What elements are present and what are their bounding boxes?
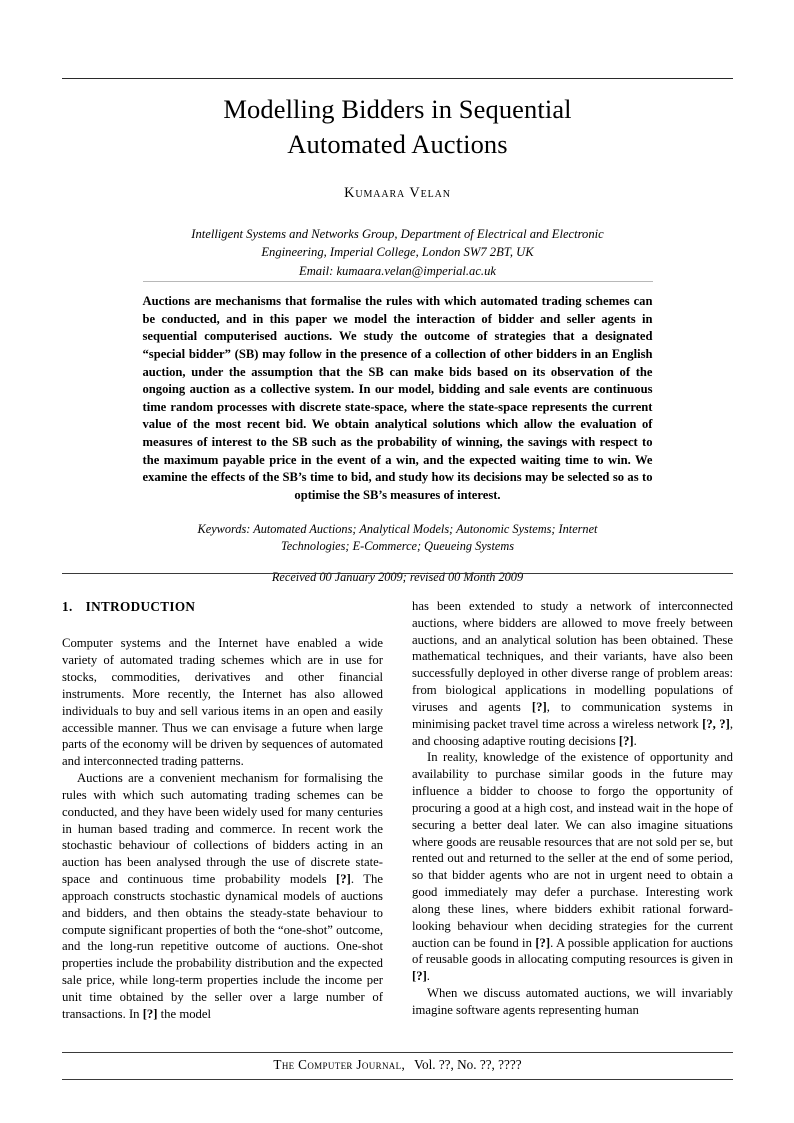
page-footer: [62, 1057, 733, 1073]
paragraph: When we discuss automated auctions, we will invariably imagine software agents representing human: [412, 986, 733, 1017]
received-date: Received 00 January 2009; revised 00 Month 2009: [271, 570, 524, 585]
journal-name: The Computer Journal,: [273, 1057, 406, 1072]
affiliation-line-1: Intelligent Systems and Networks Group, Department of Electrical and Electronic: [191, 226, 604, 241]
footer-bottom-rule: [62, 1079, 733, 1080]
citation-marker: [?]: [412, 969, 427, 984]
affiliation-block: [62, 225, 733, 280]
footer-top-rule: [62, 1052, 733, 1053]
citation-marker: [?]: [535, 935, 551, 950]
citation-marker: [?]: [336, 872, 351, 887]
right-column: [412, 598, 733, 1040]
section-title: INTRODUCTION: [85, 599, 196, 614]
abstract-bottom-rule: [62, 573, 733, 574]
title-line-1: Modelling Bidders in Sequential: [223, 94, 572, 124]
author-email: Email: kumaara.velan@imperial.ac.uk: [299, 263, 496, 278]
header-rule: [62, 78, 733, 79]
paragraph: has been extended to study a network of interconnected auctions, where bidders are allowed to move freely between auctions, and an analytical solution has been obtained. These mathematical techniques, and their variants, have also been successfully deployed in other diverse range of problem areas: from biological applications in modelling populations of viruses and agents [?], to communication systems in minimising packet travel time across a wireless network [?, ?], and choosing adaptive routing decisions [?].: [412, 599, 733, 748]
paragraph: Computer systems and the Internet have enabled a wide variety of automated trading schemes which are in use for stocks, commodities, derivatives and other financial instruments. More recently, the Internet has also allowed individuals to buy and sell various items in an open and easily accessible manner. Thus we can envisage a future when large parts of the economy will be driven by sequences of automated and interconnected trading patterns.: [62, 636, 383, 769]
citation-marker: [?]: [618, 733, 634, 748]
paragraph: Auctions are a convenient mechanism for formalising the rules with which such automating trading schemes can be conducted, and they have been widely used for many centuries in human based trading and commerce. In recent work the stochastic behaviour of collections of bidders acting in an auction has been analysed through the use of discrete state-space and continuous time probability models [?]. The approach constructs stochastic dynamical models of auctions and bidders, and then obtains the steady-state behaviour to compute significant properties of both the “one-shot” outcome, and the long-run repetitive outcome of auctions. One-shot properties include the probability distribution and the expected sale price, while long-term properties include the income per unit time obtained by the seller over a large number of transactions. In [?] the model: [62, 771, 383, 1021]
keywords-text: Keywords: Automated Auctions; Analytical Models; Autonomic Systems; Internet Technologies; E-Commerce; Queueing Systems: [197, 521, 598, 553]
citation-marker: [?, ?]: [702, 716, 730, 731]
section-heading-introduction: [62, 598, 383, 615]
abstract-text: Auctions are mechanisms that formalise the rules with which automated trading schemes can be conducted, and in this paper we model the interaction of bidder and seller agents in sequential computerised auctions. We study the outcome of strategies that a designated “special bidder” (SB) may follow in the presence of a collection of other bidders in an English auction, under the assumption that the SB can make bids based on its observation of the ongoing auction as a collective system. In our model, bidding and sale events are continuous time random processes with discrete state-space, where the state-space represents the current value of the most recent bid. We obtain analytical solutions which allow the evaluation of measures of interest to the SB such as the probability of winning, the savings with respect to the maximum payable price in the event of a win, and the expected waiting time to win. We examine the effects of the SB’s time to bid, and study how its decisions may be selected so as to optimise the SB’s measures of interest.: [142, 294, 653, 502]
paper-page: [62, 0, 733, 1123]
title-block: [62, 92, 733, 280]
abstract-section: [62, 281, 733, 585]
affiliation-line-2: Engineering, Imperial College, London SW7 2BT, UK: [261, 245, 534, 260]
body-columns: [62, 598, 733, 1040]
abstract-top-rule: [143, 281, 653, 282]
citation-marker: [?]: [142, 1006, 158, 1021]
volume-info: Vol. ??, No. ??, ????: [414, 1057, 522, 1072]
left-column: [62, 598, 383, 1040]
page-title: [62, 92, 733, 162]
section-number: 1.: [62, 599, 73, 614]
title-line-2: Automated Auctions: [287, 128, 508, 159]
paragraph: In reality, knowledge of the existence of opportunity and availability to purchase similar goods in the future may influence a bidder to choose to forgo the opportunity of procuring a good at a high cost, and instead wait in the hope of securing a better deal later. We can also imagine situations where goods are reusable resources that are not sold per se, but rented out and returned to the seller at the end of some period, so that bidder agents who are not in urgent need to obtain a good immediately may defer a purchase. Interesting work along these lines, where bidders exhibit rational forward-looking behaviour when deciding strategies for the current auction can be found in [?]. A possible application for auctions of reusable goods in allocating computing resources is given in [?].: [412, 750, 733, 984]
citation-marker: [?]: [531, 699, 547, 714]
author-name: Kumaara Velan: [344, 184, 451, 201]
